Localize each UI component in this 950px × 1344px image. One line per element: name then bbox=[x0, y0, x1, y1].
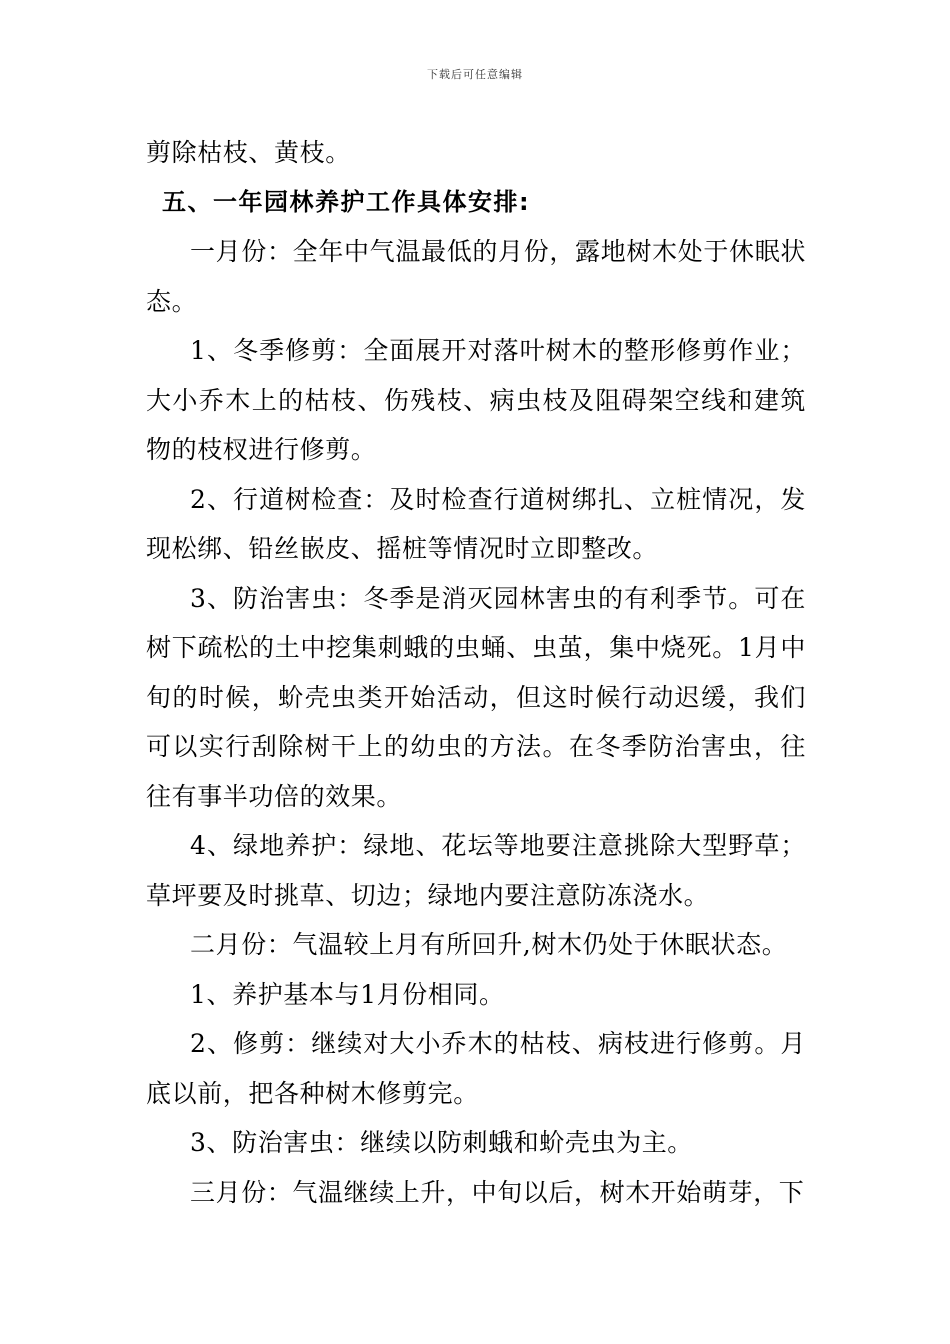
paragraph-january-street-trees: 2、行道树检查：及时检查行道树绑扎、立桩情况，发现松绑、铅丝嵌皮、摇桩等情况时立即整改。 bbox=[146, 484, 806, 563]
paragraph-january-pest-control: 3、防治害虫：冬季是消灭园林害虫的有利季节。可在树下疏松的土中挖集刺蛾的虫蛹、虫茧，集中烧死。1月中旬的时候，蚧壳虫类开始活动，但这时候行动迟缓，我们可以实行刮除树干上的幼虫的方法。在冬季防治害虫，往往有事半功倍的效果。 bbox=[146, 583, 806, 811]
paragraph-march-intro: 三月份：气温继续上升，中旬以后，树木开始萌芽，下 bbox=[190, 1177, 805, 1207]
paragraph-february-pest-control: 3、防治害虫：继续以防刺蛾和蚧壳虫为主。 bbox=[190, 1128, 693, 1157]
paragraph-february-pruning: 2、修剪：继续对大小乔木的枯枝、病枝进行修剪。月底以前，把各种树木修剪完。 bbox=[146, 1029, 806, 1108]
paragraph-january-greenspace: 4、绿地养护：绿地、花坛等地要注意挑除大型野草；草坪要及时挑草、切边；绿地内要注意防冻浇水。 bbox=[146, 831, 806, 910]
paragraph-continuation: 剪除枯枝、黄枝。 bbox=[146, 138, 351, 167]
paragraph-february-maintenance: 1、养护基本与1月份相同。 bbox=[190, 979, 505, 1009]
paragraph-january-intro: 一月份：全年中气温最低的月份，露地树木处于休眠状态。 bbox=[146, 237, 806, 316]
section-heading: 五、一年园林养护工作具体安排: bbox=[162, 187, 531, 216]
header-note: 下载后可任意编辑 bbox=[427, 68, 523, 81]
paragraph-february-intro: 二月份：气温较上月有所回升,树木仍处于休眠状态。 bbox=[190, 930, 788, 959]
document-body bbox=[146, 128, 806, 1217]
paragraph-january-pruning: 1、冬季修剪：全面展开对落叶树木的整形修剪作业；大小乔木上的枯枝、伤残枝、病虫枝及阻碍架空线和建筑物的枝杈进行修剪。 bbox=[146, 336, 806, 464]
